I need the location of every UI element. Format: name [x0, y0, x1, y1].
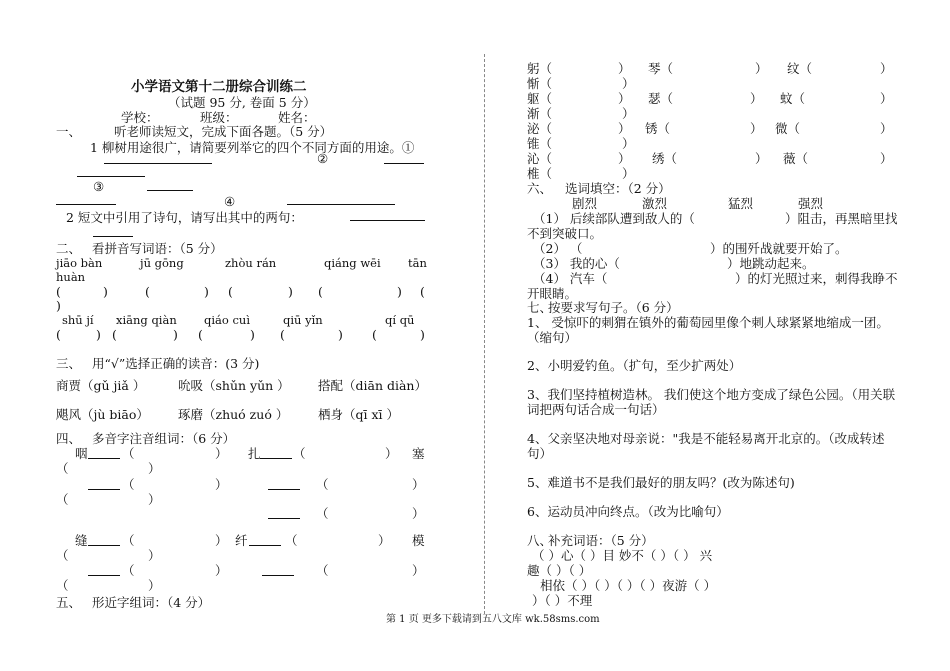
word-choice: 剧烈 — [572, 196, 598, 211]
section-6-title: 选词填空：（2 分） — [565, 181, 671, 196]
paren: （ — [122, 533, 135, 548]
similar-char: ） — [755, 61, 768, 76]
page-footer: 第 1 页 更多下载请到五八文库 wk.58sms.com — [386, 614, 600, 625]
paren: （ — [122, 563, 135, 578]
school-label: 学校： — [121, 110, 159, 125]
paren: （ — [56, 548, 69, 563]
name-label: 姓名： — [278, 110, 316, 125]
similar-char: ） — [880, 151, 893, 166]
answer-line[interactable] — [268, 477, 300, 493]
similar-char: ） — [880, 91, 893, 106]
answer-line[interactable] — [56, 192, 116, 208]
answer-line[interactable] — [88, 477, 120, 493]
score-note: （试题 95 分, 卷面 5 分） — [168, 95, 316, 110]
similar-char: 纹（ — [787, 61, 813, 76]
reading-choice[interactable]: 吮吸（shǔn yǔn ） — [178, 378, 290, 393]
s6-q1: 不到突破口。 — [527, 226, 603, 241]
section-8-number: 八、 — [527, 533, 553, 548]
paren: （ — [316, 506, 329, 521]
answer-paren[interactable]: ) — [204, 284, 209, 299]
answer-line[interactable] — [350, 208, 425, 224]
paren: （ — [285, 533, 298, 548]
polyphone-char: 咽 — [75, 446, 88, 461]
s7-q4: 句） — [527, 446, 553, 461]
similar-char: ） — [880, 121, 893, 136]
s7-q1: 1、 受惊吓的刺猬在镇外的葡萄园里像个刺人球紧紧地缩成一团。 — [527, 315, 889, 330]
answer-paren[interactable]: ) — [338, 327, 343, 342]
pinyin: qiū yǐn — [283, 313, 323, 327]
answer-paren[interactable]: ( — [112, 327, 117, 342]
similar-char: 瑟（ — [648, 91, 674, 106]
reading-choice[interactable]: 搭配（diān diàn） — [318, 378, 427, 393]
paren: ） — [385, 446, 398, 461]
s7-q5: 5、难道书不是我们最好的朋友吗？(改为陈述句) — [527, 475, 795, 490]
paren: ） — [148, 548, 161, 563]
similar-char: ） — [622, 106, 635, 121]
s6-q4: （4） 汽车（ — [533, 271, 608, 286]
s8-line: 相依（ ）（ ）（ ）（ ）夜游（ ） — [540, 578, 717, 593]
answer-line[interactable] — [260, 446, 292, 462]
pinyin: shū jí — [62, 313, 94, 327]
answer-paren[interactable]: ( — [372, 327, 377, 342]
s7-q2: 2、小明爱钓鱼。（扩句，至少扩两处） — [527, 358, 742, 373]
s6-q4: 开眼睛。 — [527, 286, 578, 301]
similar-char: ） — [755, 151, 768, 166]
s8-line: 趣（ ）（ ） — [527, 563, 592, 578]
paren: （ — [316, 563, 329, 578]
similar-char: 躯（ — [527, 91, 553, 106]
similar-char: 琴（ — [648, 61, 674, 76]
class-label: 班级： — [200, 110, 238, 125]
paren: ） — [378, 533, 391, 548]
similar-char: ） — [880, 61, 893, 76]
marker-2: ② — [317, 151, 329, 166]
pinyin: qiáng wēi — [324, 256, 381, 270]
s7-q6: 6、运动员冲向终点。（改为比喻句） — [527, 504, 729, 519]
s1-question-1: 1 柳树用途很广，请简要列举它的四个不同方面的用途。① — [90, 140, 415, 155]
s6-q3: （3） 我的心（ — [533, 256, 620, 271]
reading-choice[interactable]: 商贾（gǔ jiǎ ） — [56, 378, 146, 393]
similar-char: ） — [622, 136, 635, 151]
paren: （ — [122, 446, 135, 461]
paren: ） — [215, 446, 228, 461]
paren: ） — [215, 563, 228, 578]
answer-paren[interactable]: ( — [145, 284, 150, 299]
section-3-number: 三、 — [56, 356, 82, 371]
section-6-number: 六、 — [527, 181, 553, 196]
answer-line[interactable] — [77, 164, 145, 180]
paren: （ — [56, 461, 69, 476]
paren: （ — [293, 446, 306, 461]
section-4-number: 四、 — [56, 431, 82, 446]
word-choice: 猛烈 — [728, 196, 754, 211]
polyphone-char: 扎 — [248, 446, 261, 461]
paren: ） — [148, 578, 161, 593]
column-divider — [484, 54, 485, 614]
section-8-title: 补充词语：（5 分） — [548, 533, 654, 548]
polyphone-char: 塞 — [412, 446, 425, 461]
similar-char: 薇（ — [783, 151, 809, 166]
paren: （ — [316, 477, 329, 492]
answer-paren[interactable]: ( — [318, 284, 323, 299]
similar-char: ） — [750, 91, 763, 106]
section-1-title: 听老师读短文，完成下面各题。（5 分） — [114, 124, 333, 139]
similar-char: 泌（ — [527, 121, 553, 136]
s7-q3: 词把两句话合成一句话） — [527, 402, 665, 417]
similar-char: 惭（ — [527, 76, 553, 91]
similar-char: 锥（ — [527, 136, 553, 151]
answer-paren[interactable]: ( — [280, 327, 285, 342]
pinyin: xiāng qiàn — [116, 313, 177, 327]
pinyin: zhòu rán — [225, 256, 277, 270]
pinyin: huàn — [56, 270, 86, 284]
s7-q3: 3、我们坚持植树造林。 我们使这个地方变成了绿色公园。（用关联 — [527, 387, 896, 402]
paren: ） — [215, 477, 228, 492]
reading-choice[interactable]: 琢磨（zhuó zuó ） — [178, 407, 289, 422]
answer-line[interactable] — [88, 563, 120, 579]
answer-paren[interactable]: ) — [397, 284, 402, 299]
section-5-number: 五、 — [56, 595, 82, 610]
answer-line[interactable] — [88, 446, 120, 462]
s6-q4: ）的灯光照过来，刺得我睁不 — [735, 271, 898, 286]
answer-line[interactable] — [147, 178, 193, 194]
s6-q1: （1） 后续部队遭到敌人的（ — [533, 211, 695, 226]
answer-line[interactable] — [249, 533, 281, 549]
polyphone-char: 模 — [412, 533, 425, 548]
answer-line[interactable] — [262, 563, 294, 579]
section-4-title: 多音字注音组词：（6 分） — [92, 431, 236, 446]
section-2-number: 二、 — [56, 241, 82, 256]
similar-char: 躬（ — [527, 61, 553, 76]
paren: ） — [412, 477, 425, 492]
reading-choice[interactable]: 飓风（jù biāo） — [56, 407, 149, 422]
paren: ） — [412, 506, 425, 521]
answer-paren[interactable]: ( — [56, 327, 61, 342]
word-choice: 强烈 — [798, 196, 824, 211]
answer-line[interactable] — [287, 192, 395, 208]
similar-char: ） — [618, 121, 631, 136]
answer-line[interactable] — [93, 224, 133, 240]
answer-paren[interactable]: ) — [420, 327, 425, 342]
polyphone-char: 缝 — [75, 533, 88, 548]
similar-char: 绣（ — [652, 151, 678, 166]
similar-char: ） — [618, 91, 631, 106]
answer-line[interactable] — [88, 533, 120, 549]
paren: ） — [148, 461, 161, 476]
similar-char: 渐（ — [527, 106, 553, 121]
answer-paren[interactable]: ) — [250, 327, 255, 342]
paren: （ — [56, 578, 69, 593]
s7-q1: （缩句） — [527, 330, 578, 345]
pinyin: qiáo cuì — [204, 313, 250, 327]
s6-q2: （2） （ — [533, 241, 583, 256]
answer-paren[interactable]: ) — [173, 327, 178, 342]
s1-question-2: 2 短文中引用了诗句，请写出其中的两句： — [66, 210, 303, 225]
section-2-title: 看拼音写词语：（5 分） — [92, 241, 223, 256]
pinyin: jiāo bàn — [56, 256, 103, 270]
similar-char: ） — [622, 166, 635, 181]
answer-line[interactable] — [384, 151, 424, 167]
similar-char: 锈（ — [645, 121, 671, 136]
section-7-title: 按要求写句子。（6 分） — [548, 300, 679, 315]
answer-paren[interactable]: ( — [228, 284, 233, 299]
s8-line: ）（ ）不理 — [532, 593, 593, 608]
s7-q4: 4、父亲坚决地对母亲说："我是不能轻易离开北京的。（改成转述 — [527, 431, 885, 446]
s8-line: （ ）心（ ）目 妙不（ ）（ ） 兴 — [532, 548, 713, 563]
answer-paren[interactable]: ) — [103, 284, 108, 299]
similar-char: 微（ — [775, 121, 801, 136]
answer-paren[interactable]: ) — [288, 284, 293, 299]
paren: ） — [215, 533, 228, 548]
s6-q2: ）的围歼战就要开始了。 — [710, 241, 848, 256]
answer-paren[interactable]: ( — [420, 284, 425, 299]
pinyin: jū gōng — [140, 256, 184, 270]
similar-char: 椎（ — [527, 166, 553, 181]
answer-paren[interactable]: ( — [198, 327, 203, 342]
section-7-number: 七、 — [527, 300, 553, 315]
answer-paren[interactable]: ( — [56, 284, 61, 299]
paren: ） — [148, 492, 161, 507]
answer-paren[interactable]: ) — [96, 327, 101, 342]
similar-char: 沁（ — [527, 151, 553, 166]
answer-paren[interactable]: ) — [56, 298, 61, 313]
section-3-title: 用“√”选择正确的读音：(3 分) — [92, 356, 260, 371]
answer-line[interactable] — [268, 506, 300, 522]
section-5-title: 形近字组词：（4 分） — [92, 595, 211, 610]
similar-char: ） — [618, 61, 631, 76]
section-1-number: 一、 — [56, 124, 82, 139]
marker-3: ③ — [93, 179, 105, 194]
word-choice: 激烈 — [642, 196, 668, 211]
paren: （ — [122, 477, 135, 492]
pinyin: qí qū — [385, 313, 415, 327]
s6-q1: ）阻击，再黑暗里找 — [785, 211, 898, 226]
similar-char: ） — [618, 151, 631, 166]
similar-char: ） — [750, 121, 763, 136]
pinyin: tān — [408, 256, 427, 270]
similar-char: ） — [622, 76, 635, 91]
paren: （ — [56, 492, 69, 507]
similar-char: 蚊（ — [780, 91, 806, 106]
reading-choice[interactable]: 栖身（qī xī ） — [318, 407, 399, 422]
marker-4: ④ — [224, 194, 236, 209]
s6-q3: ）地跳动起来。 — [727, 256, 815, 271]
page-title: 小学语文第十二册综合训练二 — [131, 79, 307, 95]
polyphone-char: 纤 — [235, 533, 248, 548]
paren: ） — [412, 563, 425, 578]
